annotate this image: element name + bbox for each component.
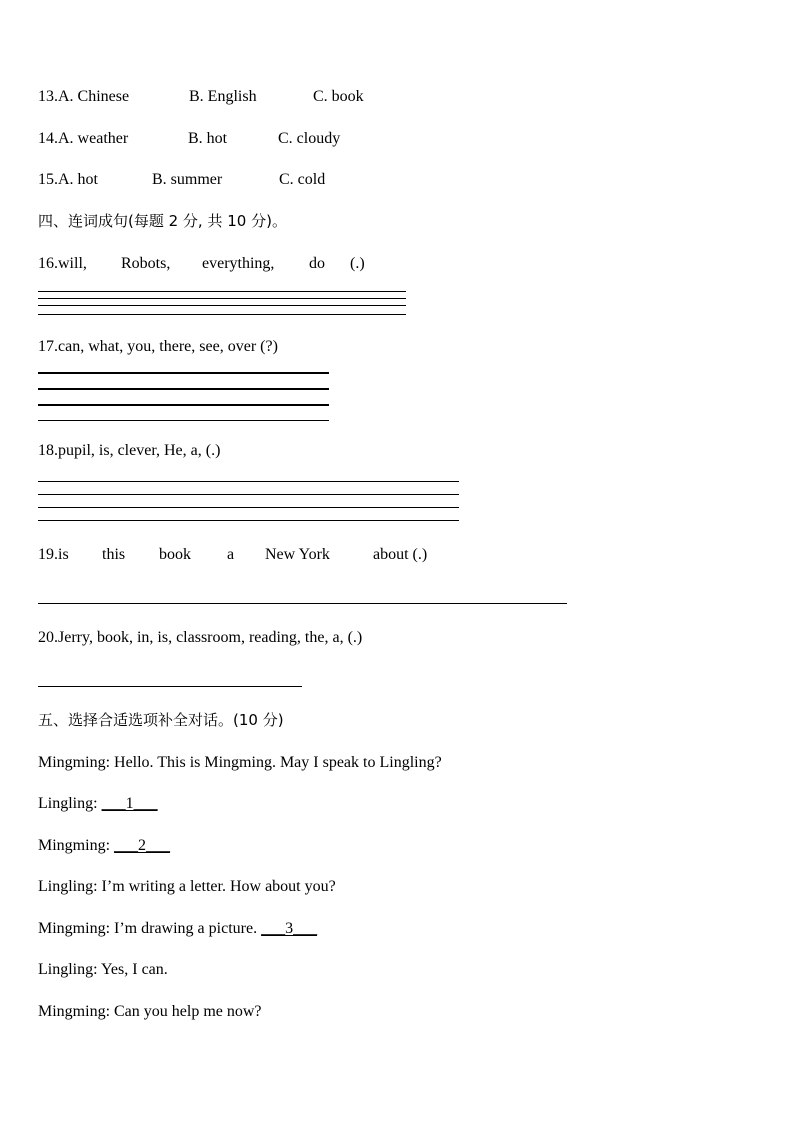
option-14-a: A. weather <box>58 130 129 147</box>
dialogue-line-4: Lingling: I’m writing a letter. How about you? <box>38 878 336 895</box>
dialogue-line-1: Mingming: Hello. This is Mingming. May I speak to Lingling? <box>38 754 442 771</box>
option-14-c: C. cloudy <box>278 130 341 147</box>
answer-line <box>38 520 459 521</box>
answer-line <box>38 291 406 292</box>
word-16-2: Robots, <box>121 255 171 272</box>
dialogue-line-5 <box>38 919 317 939</box>
word-16-1: will, <box>58 255 87 272</box>
option-15-c: C. cold <box>279 171 326 188</box>
option-14-b: B. hot <box>188 130 228 147</box>
dialogue-line-5-text: Mingming: I’m drawing a picture. <box>38 920 262 937</box>
question-16-number: 16. <box>38 255 58 272</box>
dialogue-line-3 <box>38 836 170 856</box>
question-16 <box>38 254 365 274</box>
word-19-6: about (.) <box>373 546 428 563</box>
question-20: 20.Jerry, book, in, is, classroom, reading, the, a, (.) <box>38 629 363 646</box>
answer-line <box>38 507 459 508</box>
word-19-2: this <box>102 546 126 563</box>
answer-line <box>38 372 329 374</box>
option-15-a: A. hot <box>58 171 98 188</box>
word-16-4: do <box>309 255 325 272</box>
dialogue-line-7: Mingming: Can you help me now? <box>38 1003 262 1020</box>
word-19-3: book <box>159 546 191 563</box>
word-19-1: is <box>58 546 69 563</box>
question-13-number: 13. <box>38 88 58 105</box>
option-13-a: A. Chinese <box>58 88 130 105</box>
answer-line <box>38 305 406 306</box>
question-15 <box>38 170 326 190</box>
answer-line <box>38 298 406 299</box>
question-15-number: 15. <box>38 171 58 188</box>
question-14 <box>38 129 341 149</box>
answer-line <box>38 603 567 604</box>
word-16-3: everything, <box>202 255 275 272</box>
dialogue-line-6: Lingling: Yes, I can. <box>38 961 168 978</box>
word-16-5: (.) <box>350 255 365 272</box>
answer-line <box>38 314 406 315</box>
section-5-heading: 五、选择合适选项补全对话。(10 分) <box>38 711 284 729</box>
option-13-b: B. English <box>189 88 257 105</box>
speaker-lingling: Lingling: <box>38 795 102 812</box>
question-19 <box>38 545 428 565</box>
option-13-c: C. book <box>313 88 364 105</box>
word-19-5: New York <box>265 546 330 563</box>
blank-1: ___1___ <box>101 795 158 812</box>
answer-line <box>38 494 459 495</box>
speaker-mingming: Mingming: <box>38 837 115 854</box>
question-19-number: 19. <box>38 546 58 563</box>
question-14-number: 14. <box>38 130 58 147</box>
answer-line <box>38 420 329 421</box>
answer-line <box>38 388 329 390</box>
word-19-4: a <box>227 546 235 563</box>
dialogue-line-2 <box>38 794 158 814</box>
question-18: 18.pupil, is, clever, He, a, (.) <box>38 442 221 459</box>
question-13 <box>38 87 364 107</box>
option-15-b: B. summer <box>152 171 223 188</box>
answer-line <box>38 404 329 406</box>
section-4-heading: 四、连词成句(每题 2 分, 共 10 分)。 <box>38 212 287 230</box>
blank-2: ___2___ <box>114 837 171 854</box>
question-17: 17.can, what, you, there, see, over (?) <box>38 338 278 355</box>
answer-line <box>38 686 302 687</box>
blank-3: ___3___ <box>261 920 318 937</box>
answer-line <box>38 481 459 482</box>
